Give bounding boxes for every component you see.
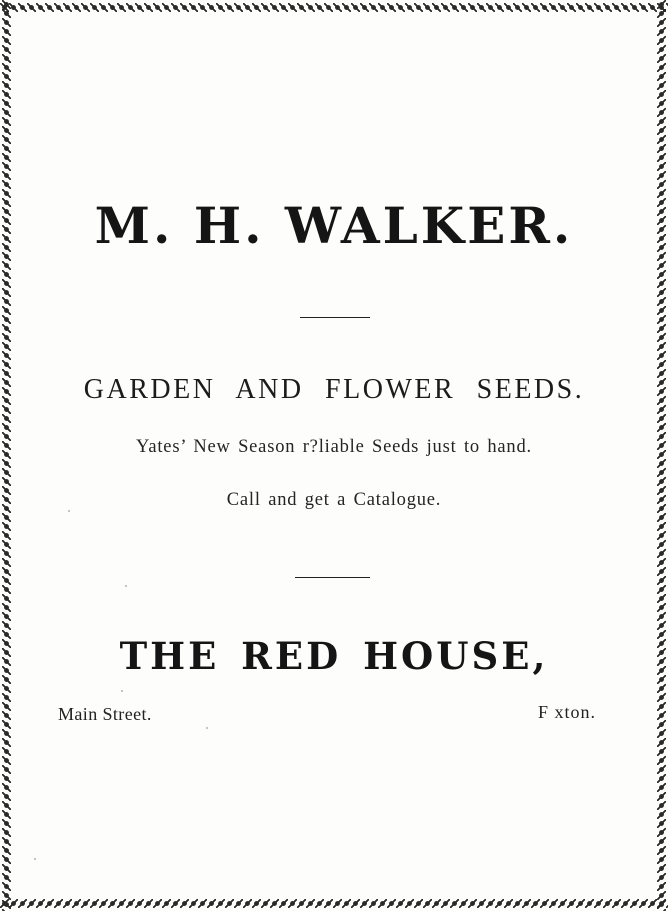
- town-name: F xton.: [538, 702, 597, 722]
- merchant-name-headline: M. H. WALKER.: [94, 196, 574, 255]
- print-speck: [206, 727, 208, 729]
- print-speck: [125, 585, 127, 587]
- business-name: THE RED HOUSE,: [119, 634, 549, 678]
- body-line-seeds: Yates’ New Season r?liable Seeds just to hand.: [136, 437, 532, 457]
- product-subhead: GARDEN AND FLOWER SEEDS.: [83, 374, 585, 405]
- ornamental-border-top: [0, 0, 668, 18]
- print-speck: [121, 690, 123, 692]
- divider-rule-lower: [295, 577, 370, 578]
- body-line-catalogue: Call and get a Catalogue.: [226, 490, 442, 510]
- street-address: Main Street.: [58, 704, 152, 724]
- divider-rule-upper: [300, 317, 370, 318]
- print-speck: [68, 510, 70, 512]
- ornamental-border-bottom: [0, 893, 668, 911]
- print-speck: [34, 858, 36, 860]
